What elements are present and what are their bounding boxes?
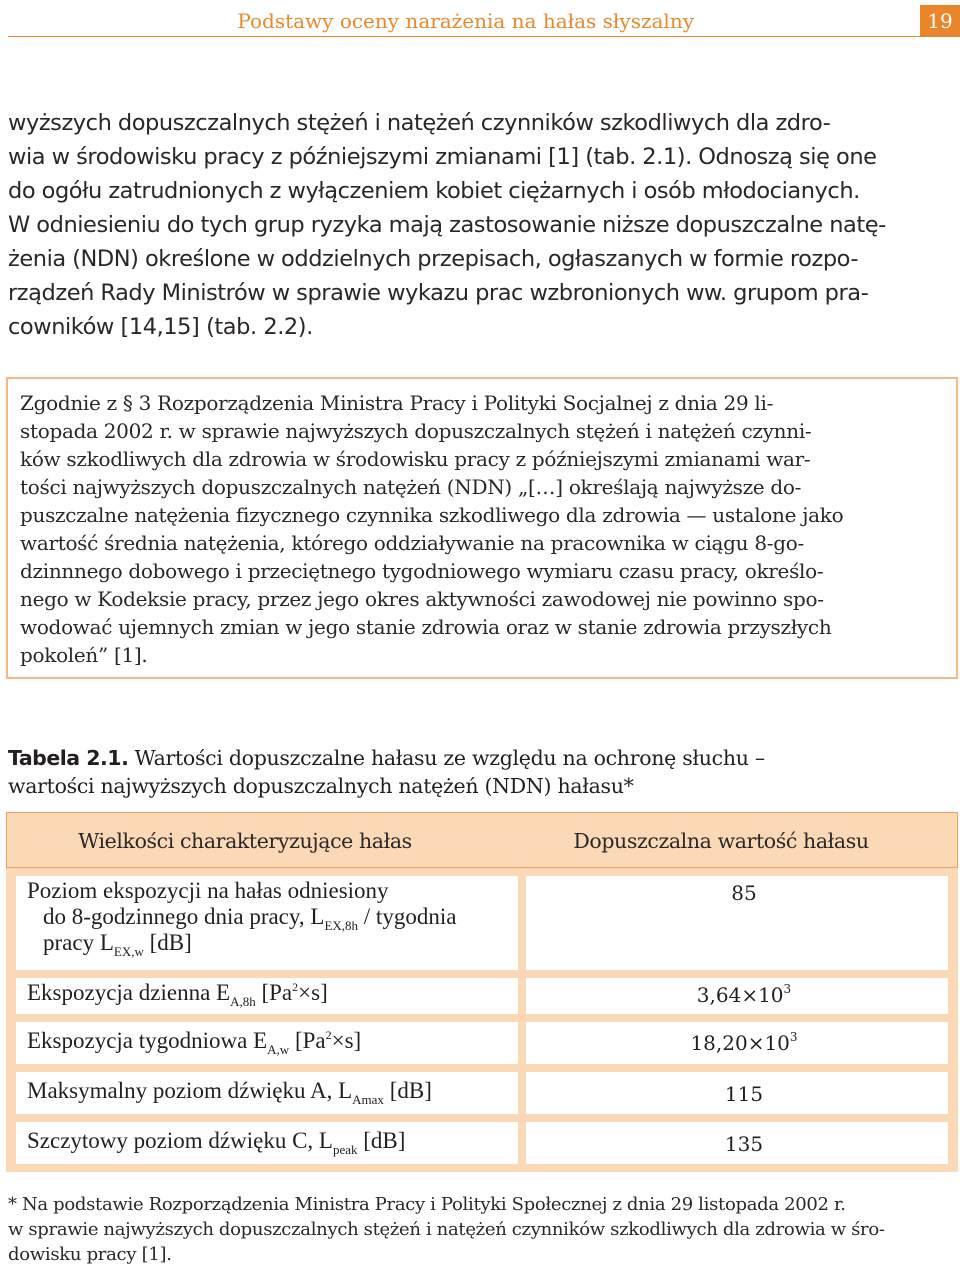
text-line: cowników [14,15] (tab. 2.2). xyxy=(8,314,313,340)
text-line: ków szkodliwych dla zdrowia w środowisku pracy z późniejszymi zmianami war- xyxy=(20,447,811,471)
row-value: 135 xyxy=(724,1132,764,1156)
text-line: puszczalne natężenia fizycznego czynnika szkodliwego dla zdrowia — ustalone jako xyxy=(20,503,844,527)
header-rule xyxy=(8,36,920,37)
text-line: wyższych dopuszczalnych stężeń i natężeń czynników szkodliwych dla zdro- xyxy=(8,110,831,136)
text-line: pokoleń” [1]. xyxy=(20,643,148,667)
text-line: wia w środowisku pracy z późniejszymi zmianami [1] (tab. 2.1). Odnoszą się one xyxy=(8,144,877,170)
text-line: do ogółu zatrudnionych z wyłączeniem kobiet ciężarnych i osób młodocianych. xyxy=(8,178,860,204)
table-caption-line-2: wartości najwyższych dopuszczalnych natężeń (NDN) hałasu* xyxy=(8,774,634,798)
footnote-line: dowisku pracy [1]. xyxy=(8,1244,172,1265)
row-label: Poziom ekspozycji na hałas odniesiony xyxy=(27,878,389,903)
text-line: rządzeń Rady Ministrów w sprawie wykazu prac wzbronionych ww. grupom pra- xyxy=(8,280,869,306)
row-label: pracy $L_{EX,w}$ [dB] xyxy=(43,930,192,959)
row-value: $3,64\times 10^3$ xyxy=(696,982,792,1007)
table-header-row xyxy=(6,812,958,868)
row-label: Ekspozycja tygodniowa $E_{A,w}$ $[Pa^2\times s]$ xyxy=(27,1028,362,1057)
table-caption xyxy=(8,746,958,770)
text-line: żenia (NDN) określone w oddzielnych przepisach, ogłaszanych w formie rozpo- xyxy=(8,246,859,272)
row-value: 85 xyxy=(731,881,757,905)
text-line: stopada 2002 r. w sprawie najwyższych dopuszczalnych stężeń i natężeń czynni- xyxy=(20,419,812,443)
row-label: Ekspozycja dzienna $E_{A,8h}$ $[Pa^2\times s]$ xyxy=(27,980,328,1009)
text-line: W odniesieniu do tych grup ryzyka mają zastosowanie niższe dopuszczalne natę- xyxy=(8,212,886,238)
table-caption-text: Wartości dopuszczalne hałasu ze względu na ochronę słuchu – xyxy=(128,746,765,770)
regulation-quote-box xyxy=(6,377,958,679)
footnote-line: w sprawie najwyższych dopuszczalnych stężeń i natężeń czynników szkodliwych dla zdrowia w śro- xyxy=(8,1219,885,1240)
table-body xyxy=(6,868,958,1172)
page-number-badge: 19 xyxy=(920,5,960,37)
text-line: tości najwyższych dopuszczalnych natężeń (NDN) „[…] określają najwyższe do- xyxy=(20,475,802,499)
running-header-title: Podstawy oceny narażenia na hałas słyszalny xyxy=(237,9,694,33)
row-value: 115 xyxy=(724,1082,764,1106)
column-header: Wielkości charakteryzujące hałas xyxy=(78,829,412,853)
column-header: Dopuszczalna wartość hałasu xyxy=(573,829,869,853)
footnote-line: * Na podstawie Rozporządzenia Ministra Pracy i Polityki Społecznej z dnia 29 listopada 2002 r. xyxy=(8,1194,846,1215)
row-value: $18,20\times 10^3$ xyxy=(690,1030,798,1055)
text-line: wodować ujemnych zmian w jego stanie zdrowia oraz w stanie zdrowia przyszłych xyxy=(20,615,832,639)
text-line: Zgodnie z § 3 Rozporządzenia Ministra Pracy i Polityki Socjalnej z dnia 29 li- xyxy=(20,391,774,415)
text-line: dzinnnego dobowego i przeciętnego tygodniowego wymiaru czasu pracy, określo- xyxy=(20,559,824,583)
table-caption-label: Tabela 2.1. xyxy=(8,746,129,770)
text-line: nego w Kodeksie pracy, przez jego okres aktywności zawodowej nie powinno spo- xyxy=(20,587,824,611)
row-label: Maksymalny poziom dźwięku A, $L_{Amax}$ [dB] xyxy=(27,1078,432,1107)
text-line: wartość średnia natężenia, którego oddziaływanie na pracownika w ciągu 8-go- xyxy=(20,531,804,555)
row-label: Szczytowy poziom dźwięku C, $L_{peak}$ [dB] xyxy=(27,1128,406,1157)
row-label: do 8-godzinnego dnia pracy, $L_{EX,8h}$ / tygodnia xyxy=(43,904,457,933)
